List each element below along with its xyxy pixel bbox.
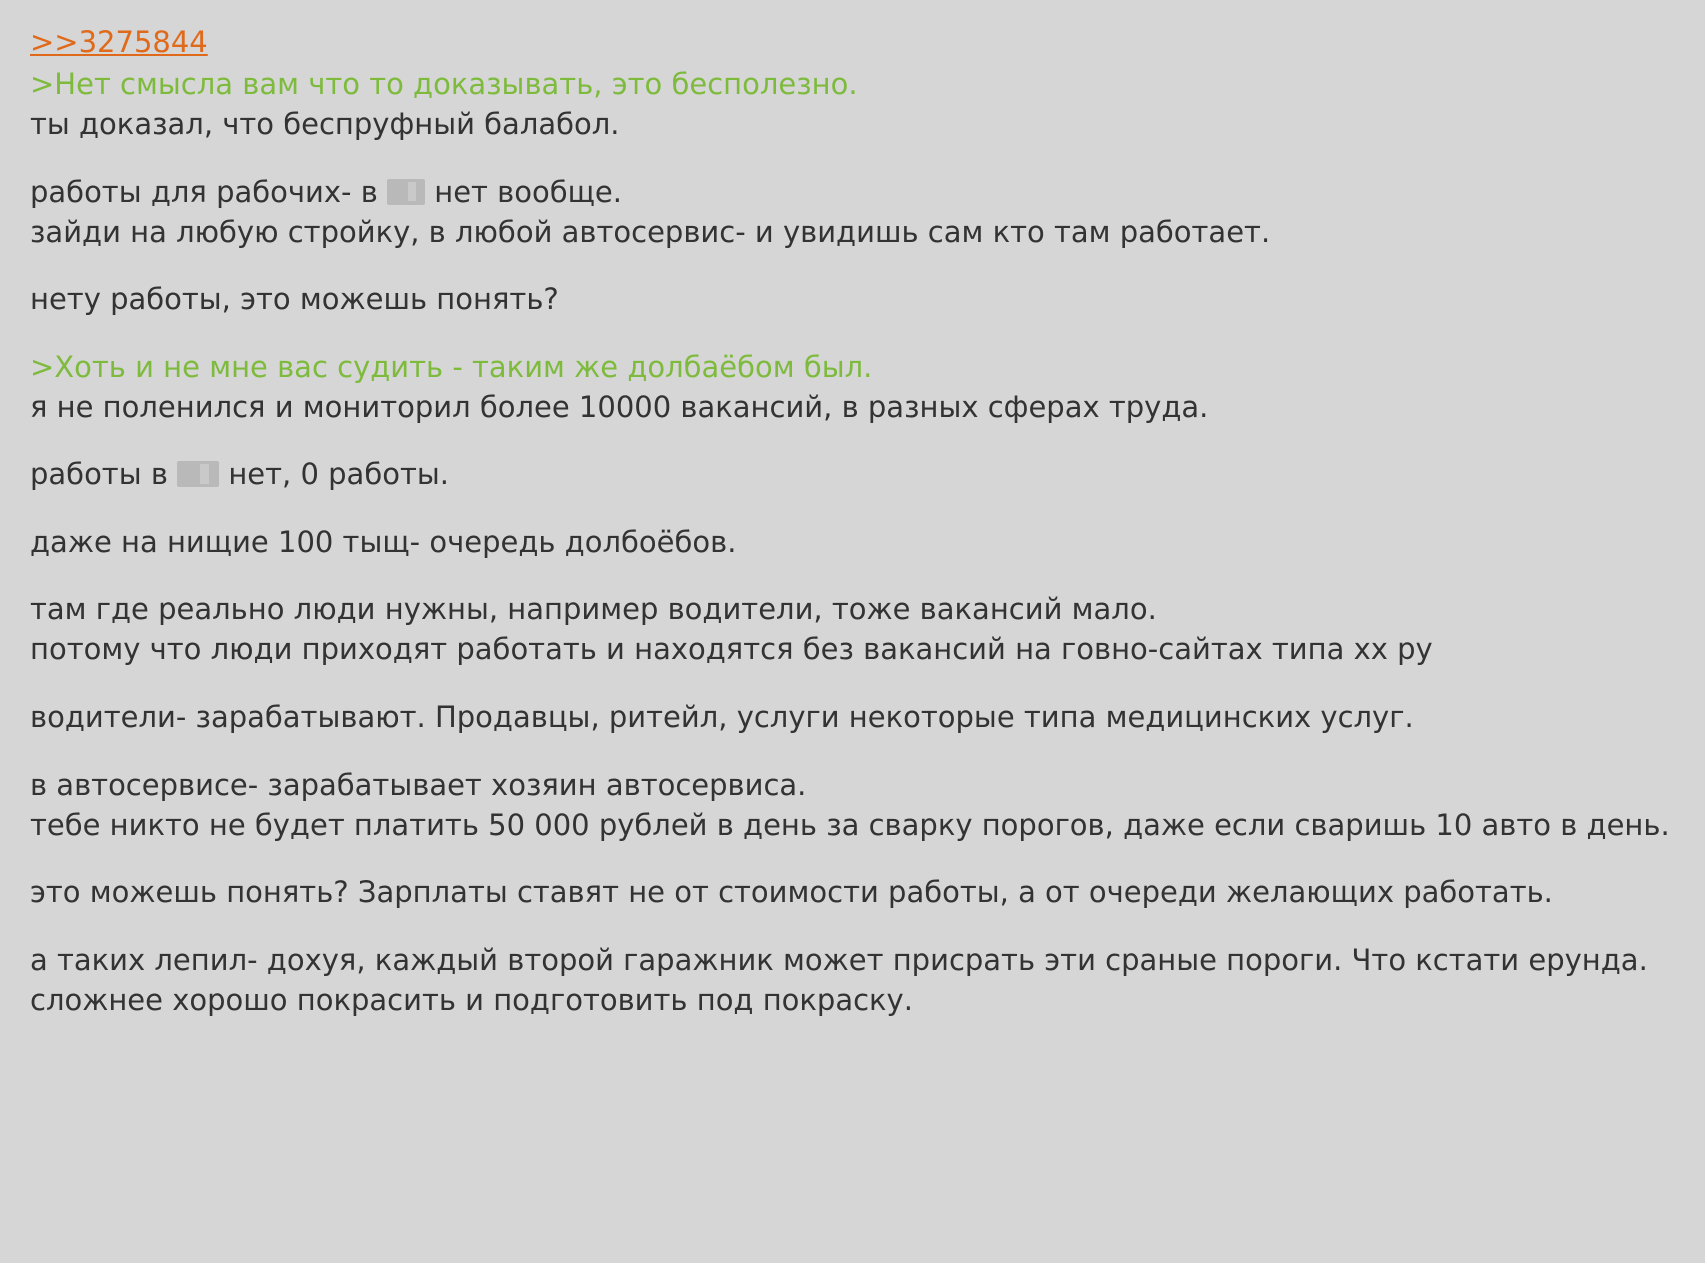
blank-line bbox=[30, 669, 1675, 697]
redaction-block-icon bbox=[177, 461, 219, 487]
text-line: зайди на любую стройку, в любой автосервис- и увидишь сам кто там работает. bbox=[30, 214, 1271, 249]
blank-line bbox=[30, 912, 1675, 940]
text-fragment: работы для рабочих- в bbox=[30, 174, 388, 209]
text-line: в автосервисе- зарабатывает хозяин автосервиса. bbox=[30, 767, 807, 802]
quote-line: >Хоть и не мне вас судить - таким же долбаёбом был. bbox=[30, 349, 873, 384]
text-line: это можешь понять? Зарплаты ставят не от стоимости работы, а от очереди желающих работать. bbox=[30, 875, 1553, 910]
text-line: там где реально люди нужны, например водители, тоже вакансий мало. bbox=[30, 592, 1157, 627]
text-line: я не поленился и мониторил более 10000 вакансий, в разных сферах труда. bbox=[30, 389, 1209, 424]
blank-line bbox=[30, 427, 1675, 455]
text-fragment: работы в bbox=[30, 457, 178, 492]
blank-line bbox=[30, 144, 1675, 172]
text-line: а таких лепил- дохуя, каждый второй гаражник может присрать эти сраные пороги. Что кстати ерунда. bbox=[30, 942, 1648, 977]
blank-line bbox=[30, 562, 1675, 590]
text-line bbox=[30, 454, 1675, 494]
text-line: водители- зарабатывают. Продавцы, ритейл, услуги некоторые типа медицинских услуг. bbox=[30, 700, 1414, 735]
blank-line bbox=[30, 737, 1675, 765]
blank-line bbox=[30, 319, 1675, 347]
redaction-block-icon bbox=[387, 179, 425, 205]
text-fragment: нет вообще. bbox=[425, 174, 622, 209]
text-line: ты доказал, что беспруфный балабол. bbox=[30, 107, 620, 142]
text-line: нету работы, это можешь понять? bbox=[30, 282, 559, 317]
blank-line bbox=[30, 845, 1675, 873]
text-line: сложнее хорошо покрасить и подготовить под покраску. bbox=[30, 982, 913, 1017]
text-fragment: нет, 0 работы. bbox=[219, 457, 449, 492]
text-line bbox=[30, 172, 1675, 212]
text-line: тебе никто не будет платить 50 000 рублей в день за сварку порогов, даже если сваришь 10 авто в день. bbox=[30, 807, 1670, 842]
blank-line bbox=[30, 252, 1675, 280]
post-reply-link[interactable]: >>3275844 bbox=[30, 25, 208, 59]
quote-line: >Нет смысла вам что то доказывать, это бесполезно. bbox=[30, 67, 858, 102]
text-line: потому что люди приходят работать и находятся без вакансий на говно-сайтах типа хх ру bbox=[30, 632, 1433, 667]
text-line: даже на нищие 100 тыщ- очередь долбоёбов. bbox=[30, 524, 737, 559]
blank-line bbox=[30, 494, 1675, 522]
post-message bbox=[30, 64, 1675, 1020]
